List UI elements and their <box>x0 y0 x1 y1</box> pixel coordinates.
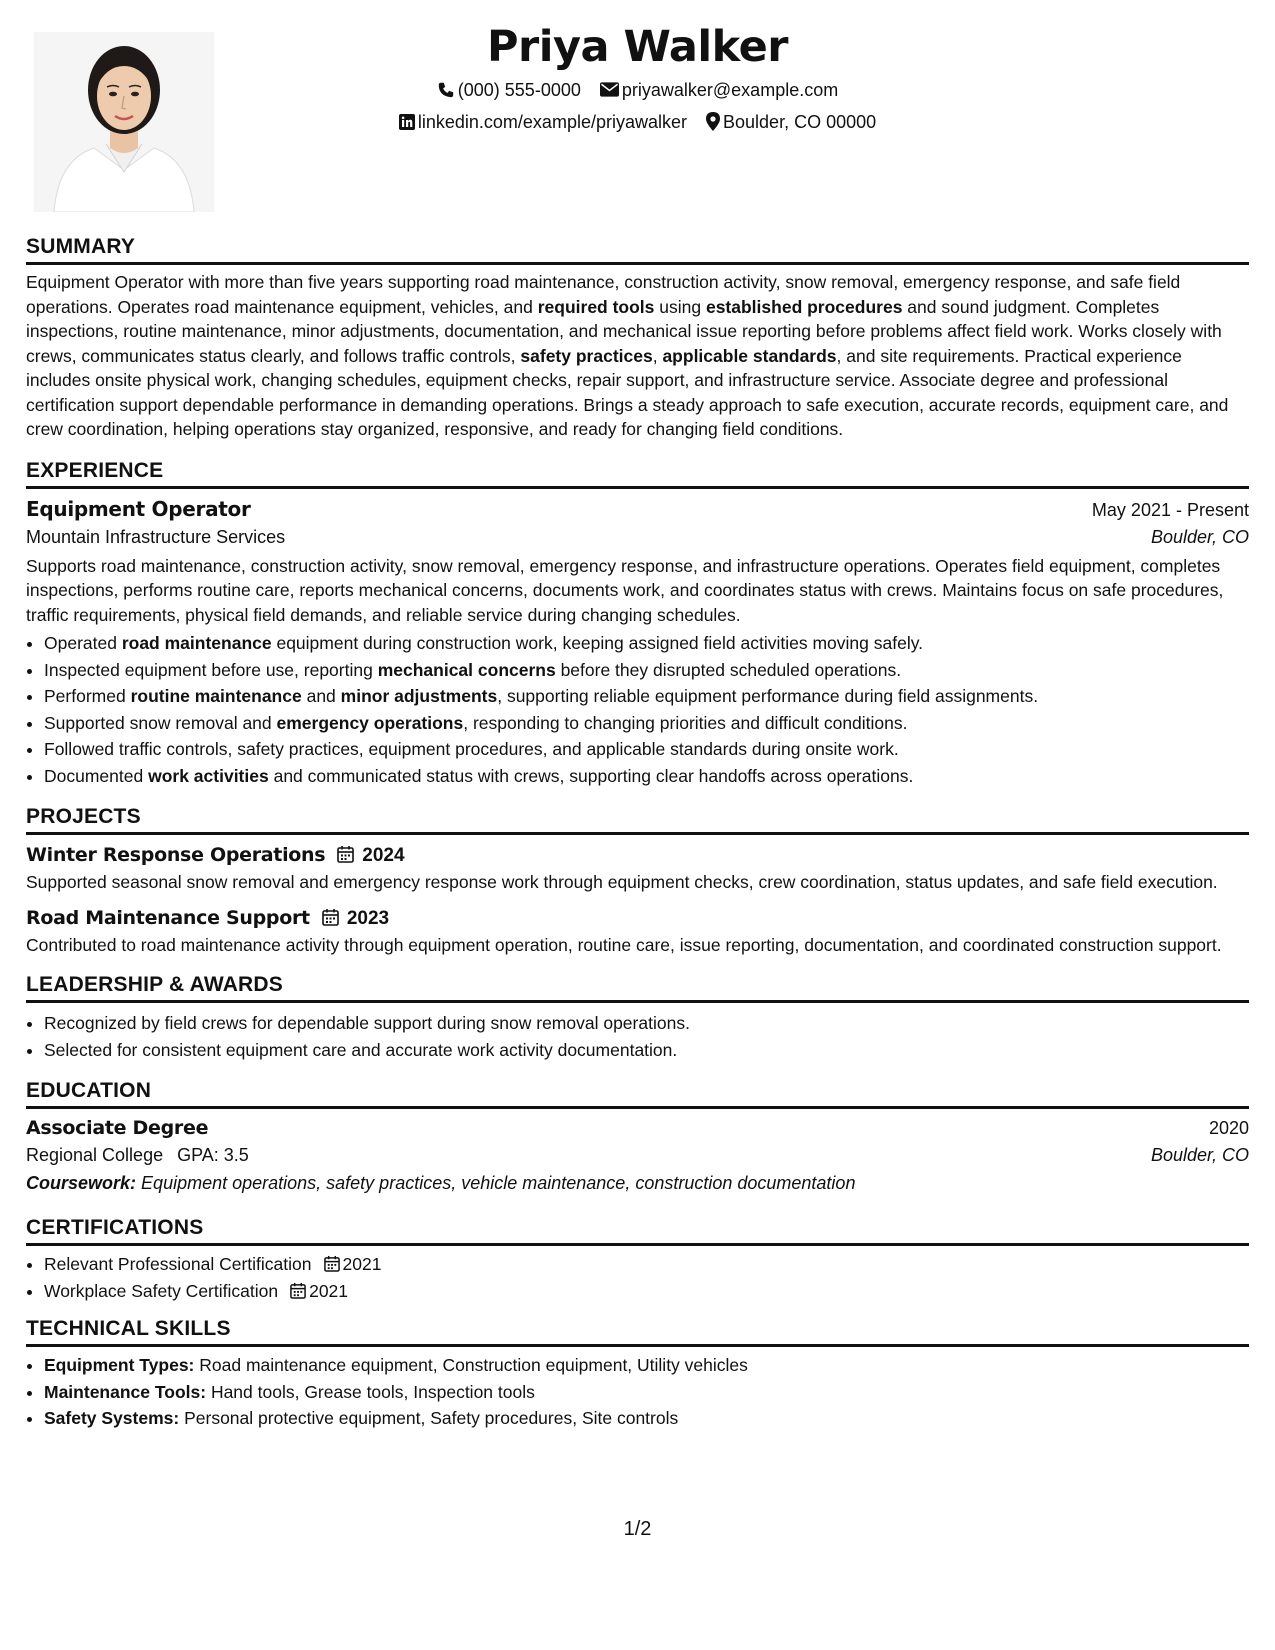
list-item: • Performed routine maintenance and minor adjustments, supporting reliable equipment performance during field assignments. <box>44 683 1249 710</box>
location-contact <box>706 112 876 133</box>
school-info <box>26 1145 249 1166</box>
gpa: GPA: 3.5 <box>177 1145 249 1165</box>
project-header <box>26 844 1249 867</box>
education-header <box>26 1117 1249 1139</box>
calendar-icon <box>322 908 339 926</box>
list-item: • Inspected equipment before use, reporting mechanical concerns before they disrupted scheduled operations. <box>44 657 1249 684</box>
job-subheader <box>26 527 1249 548</box>
company-name: Mountain Infrastructure Services <box>26 526 286 547</box>
education-subheader <box>26 1145 1249 1166</box>
skill-value: Hand tools, Grease tools, Inspection tools <box>210 1381 535 1402</box>
skill-label: Safety Systems: <box>44 1408 180 1428</box>
certification-name: Workplace Safety Certification <box>44 1280 279 1301</box>
certification-year: 2021 <box>309 1280 349 1301</box>
skill-value: Road maintenance equipment, Construction equipment, Utility vehicles <box>199 1355 748 1375</box>
resume-header <box>26 0 1249 235</box>
degree-name: Associate Degree <box>26 1117 209 1139</box>
coursework-label: Coursework: <box>26 1173 137 1193</box>
calendar-icon <box>324 1255 340 1272</box>
job-title: Equipment Operator <box>26 496 251 521</box>
skill-label: Maintenance Tools: <box>44 1381 207 1402</box>
contact-row-primary <box>26 80 1249 101</box>
certifications-list <box>26 1251 1249 1304</box>
map-pin-icon <box>706 112 720 131</box>
skills-list <box>26 1352 1249 1432</box>
calendar-icon <box>290 1282 306 1299</box>
school-name: Regional College <box>26 1145 164 1165</box>
list-item: • Supported snow removal and emergency operations, responding to changing priorities and difficult conditions. <box>44 710 1249 737</box>
list-item: • Operated road maintenance equipment during construction work, keeping assigned field activities moving safely. <box>44 630 1249 657</box>
coursework <box>26 1173 1249 1194</box>
skill-value: Personal protective equipment, Safety procedures, Site controls <box>184 1408 679 1428</box>
calendar-icon <box>337 845 354 863</box>
experience-section <box>26 459 1249 790</box>
project-description: Supported seasonal snow removal and emergency response work through equipment checks, crew coordination, status updates, and safe field execution. <box>26 872 1218 892</box>
contact-row-secondary <box>26 112 1249 133</box>
skills-section <box>26 1317 1249 1432</box>
education-heading: EDUCATION <box>26 1079 1249 1109</box>
list-item <box>44 1405 1249 1432</box>
certification-year: 2021 <box>342 1254 382 1274</box>
projects-section <box>26 805 1249 957</box>
skills-heading: TECHNICAL SKILLS <box>26 1317 1249 1347</box>
summary-section <box>26 235 1249 442</box>
project-title: Road Maintenance Support <box>26 906 310 929</box>
project-year: 2024 <box>362 845 405 866</box>
graduation-year: 2020 <box>1208 1118 1249 1138</box>
job-description: Supports road maintenance, construction activity, snow removal, emergency response, and infrastructure operations. Operates field equipment, completes inspections, performs routine care, reports mechanical concerns, documents work, and coordinates status with crews. Maintains focus on safe procedures, traffic requirements, physical field demands, and reliable service during changing schedules. <box>26 555 1224 625</box>
leadership-list <box>26 1010 1249 1063</box>
experience-heading: EXPERIENCE <box>26 459 1249 489</box>
list-item: • Selected for consistent equipment care and accurate work activity documentation. <box>44 1037 1249 1064</box>
certification-name: Relevant Professional Certification <box>44 1254 312 1274</box>
linkedin-text: linkedin.com/example/priyawalker <box>417 112 687 132</box>
project-title: Winter Response Operations <box>26 844 326 866</box>
project-description: Contributed to road maintenance activity through equipment operation, routine care, issue reporting, documentation, and coordinated construction support. <box>26 934 1222 955</box>
linkedin-contact[interactable] <box>399 112 687 133</box>
list-item <box>44 1278 1249 1305</box>
job-header <box>26 497 1249 521</box>
list-item: • Followed traffic controls, safety practices, equipment procedures, and applicable standards during onsite work. <box>44 736 1249 763</box>
summary-text: Equipment Operator with more than five years supporting road maintenance, construction activity, snow removal, emergency response, and safe field operations. Operates road maintenance equipment, vehicles, and required tools using established procedures and sound judgment. Completes inspections, routine maintenance, minor adjustments, documentation, and mechanical issue reporting before problems affect field work. Works closely with crews, communicates status clearly, and follows traffic controls, safety practices, applicable standards, and site requirements. Practical experience includes onsite physical work, changing schedules, equipment checks, repair support, and infrastructure service. Associate degree and professional certification support dependable performance in demanding operations. Brings a steady approach to safe execution, accurate records, equipment care, and crew coordination, helping operations stay organized, responsive, and ready for changing field conditions. <box>26 272 1229 439</box>
list-item <box>44 1352 1249 1379</box>
coursework-text: Equipment operations, safety practices, vehicle maintenance, construction documentation <box>141 1173 856 1193</box>
job-location: Boulder, CO <box>1150 526 1249 547</box>
email-contact[interactable] <box>600 80 838 101</box>
list-item <box>44 1251 1249 1278</box>
job-bullets <box>26 630 1249 789</box>
list-item: • Documented work activities and communicated status with crews, supporting clear handoffs across operations. <box>44 763 1249 790</box>
certifications-section <box>26 1216 1249 1304</box>
location-text: Boulder, CO 00000 <box>723 112 877 132</box>
education-section <box>26 1079 1249 1194</box>
page-number: 1/2 <box>623 1518 652 1540</box>
linkedin-icon <box>399 114 415 130</box>
phone-contact[interactable] <box>437 80 581 101</box>
list-item <box>44 1379 1249 1406</box>
phone-text: (000) 555-0000 <box>457 80 581 100</box>
phone-icon <box>437 81 455 99</box>
projects-heading: PROJECTS <box>26 805 1249 835</box>
summary-heading: SUMMARY <box>26 235 1249 265</box>
email-text: priyawalker@example.com <box>621 80 839 100</box>
leadership-heading: LEADERSHIP & AWARDS <box>26 973 1249 1003</box>
job-dates: May 2021 - Present <box>1091 499 1249 520</box>
certifications-heading: CERTIFICATIONS <box>26 1216 1249 1246</box>
school-location: Boulder, CO <box>1150 1145 1249 1165</box>
leadership-section <box>26 973 1249 1063</box>
list-item: • Recognized by field crews for dependable support during snow removal operations. <box>44 1010 1249 1037</box>
project-year: 2023 <box>346 907 390 929</box>
project-header <box>26 907 1249 930</box>
candidate-name: Priya Walker <box>487 22 788 72</box>
skill-label: Equipment Types: <box>44 1355 195 1375</box>
envelope-icon <box>600 82 619 97</box>
